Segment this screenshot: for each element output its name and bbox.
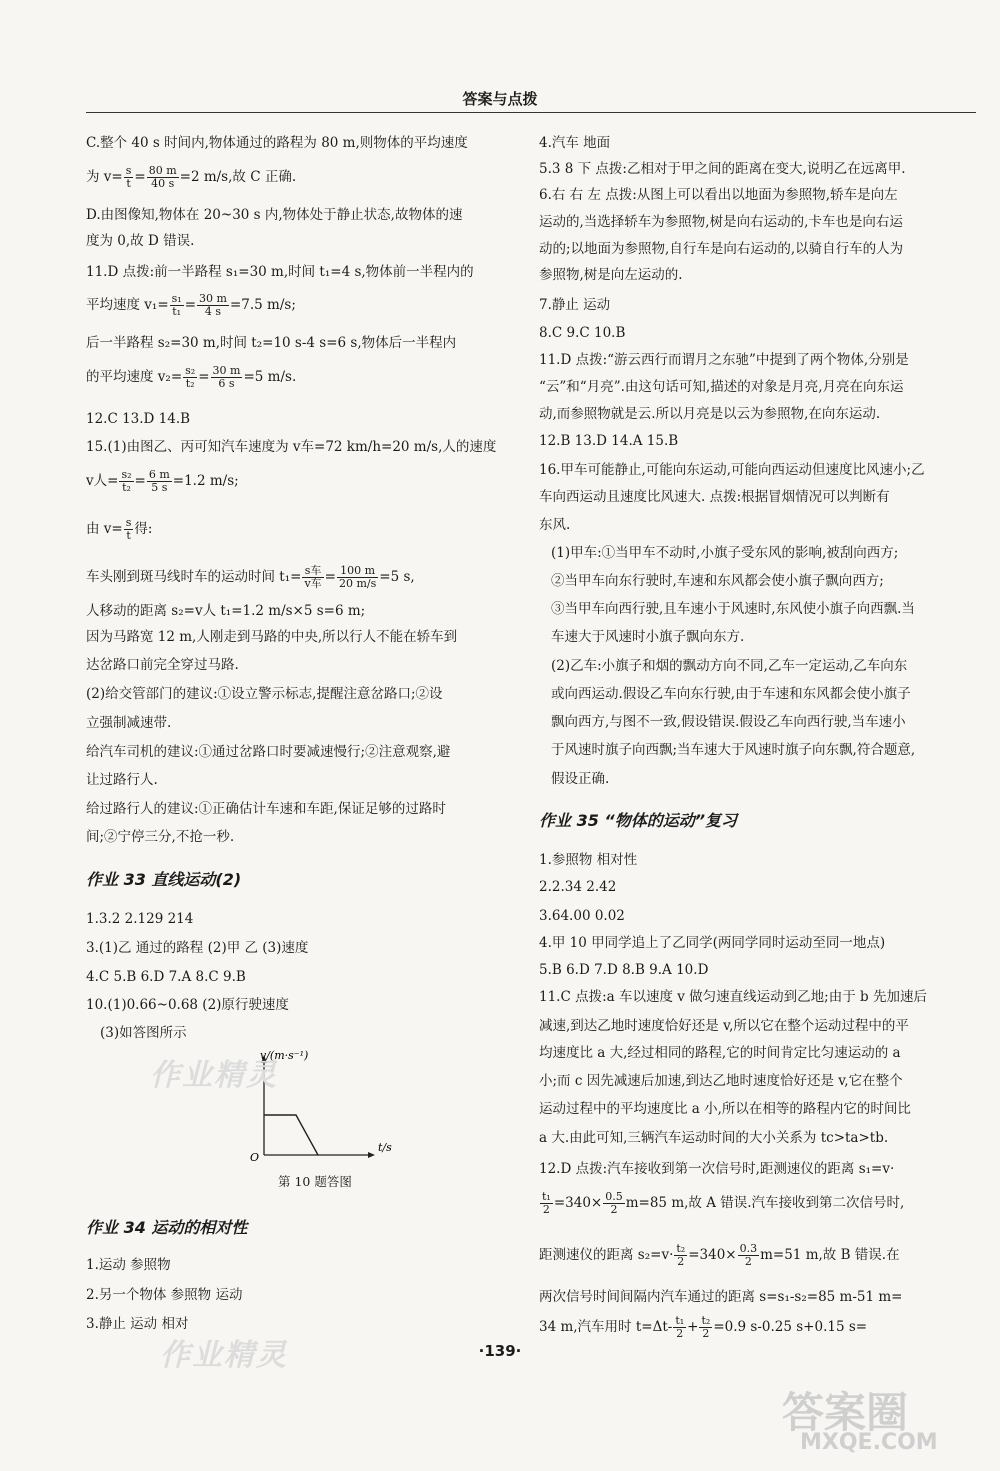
fraction: $\frac{30 m}{6 s}$ xyxy=(212,364,241,390)
section-title: 作业 33 直线运动(2) xyxy=(86,870,242,889)
text-line: 间;②宁停三分,不抢一秒. xyxy=(86,829,235,845)
fraction: $\frac{\text{s车}}{\text{v车}}$ xyxy=(304,564,322,590)
watermark-small: 作业精灵 xyxy=(150,1058,278,1093)
text-line: 小;而 c 因先减速后加速,到达乙地时速度恰好还是 v,它在整个 xyxy=(539,1073,903,1089)
text-line: 车速大于风速时小旗子飘向东方. xyxy=(551,629,745,645)
fraction: $\frac{\text{s₂}}{\text{t₂}}$ xyxy=(185,364,196,390)
text-line: 平均速度 v₁= $\frac{\text{s₁}}{\text{t₁}}$ = $\frac{30 m}{4 s}$ =7.5 m/s; xyxy=(86,292,296,318)
text-line: ②当甲车向东行驶时,车速和东风都会使小旗子飘向西方; xyxy=(551,573,884,589)
text-line: 10.(1)0.66~0.68 (2)原行驶速度 xyxy=(86,997,289,1013)
text-line: 假设正确. xyxy=(551,771,610,787)
text-line: 让过路行人. xyxy=(86,772,158,788)
text-line: 11.D 点拨:前一半路程 s₁=30 m,时间 t₁=4 s,物体前一半程内的 xyxy=(86,264,474,280)
text-line: 动的;以地面为参照物,自行车是向右运动的,以骑自行车的人为 xyxy=(539,241,904,257)
text-line: 3.(1)乙 通过的路程 (2)甲 乙 (3)速度 xyxy=(86,940,309,956)
text-line: (2)给交管部门的建议:①设立警示标志,提醒注意岔路口;②设 xyxy=(86,686,443,702)
watermark-url: MXQE.COM xyxy=(800,1430,938,1455)
text-line: 因为马路宽 12 m,人刚走到马路的中央,所以行人不能在轿车到 xyxy=(86,629,458,645)
text-line: 12.B 13.D 14.A 15.B xyxy=(539,433,679,449)
text-line: 减速,到达乙地时速度恰好还是 v,所以它在整个运动过程中的平 xyxy=(539,1018,909,1034)
fraction: $\frac{s}{t}$ xyxy=(125,516,132,542)
text-line: 运动的,当选择轿车为参照物,树是向右运动的,卡车也是向右运 xyxy=(539,214,903,230)
fraction: $\frac{0.5}{2}$ xyxy=(605,1190,623,1216)
text-line: (3)如答图所示 xyxy=(100,1025,187,1041)
text-line: 均速度比 a 大,经过相同的路程,它的时间肯定比匀速运动的 a xyxy=(539,1045,901,1061)
text-line: 2.另一个物体 参照物 运动 xyxy=(86,1287,243,1303)
text-line: 于风速时旗子向西飘;当车速大于风速时旗子向东飘,符合题意, xyxy=(551,742,916,758)
section-title: 作业 35 “物体的运动”复习 xyxy=(539,811,738,830)
text-line: 8.C 9.C 10.B xyxy=(539,325,626,341)
text-line: 的平均速度 v₂= $\frac{\text{s₂}}{\text{t₂}}$ = $\frac{30 m}{6 s}$ =5 m/s. xyxy=(86,364,297,390)
y-axis-label: v/(m·s⁻¹) xyxy=(260,1049,309,1062)
text-line: 4.C 5.B 6.D 7.A 8.C 9.B xyxy=(86,969,246,985)
origin-label: O xyxy=(250,1151,260,1162)
text-line: 12.C 13.D 14.B xyxy=(86,411,191,427)
fraction: $\frac{6 m}{5 s}$ xyxy=(148,468,170,494)
text-line: 给汽车司机的建议:①通过岔路口时要减速慢行;②注意观察,避 xyxy=(86,744,451,760)
fraction: $\frac{80 m}{40 s}$ xyxy=(148,164,177,190)
text-line: 为 v= $\frac{s}{t}$ = $\frac{80 m}{40 s}$ =2 m/s,故 C 正确. xyxy=(86,164,297,190)
fraction: $\frac{\text{s₂}}{\text{t₂}}$ xyxy=(121,468,132,494)
text-line: 车头刚到斑马线时车的运动时间 t₁= $\frac{\text{s车}}{\text{v车}}$ = $\frac{100 m}{20 m/s}$ =5 s, xyxy=(86,564,415,590)
header-rule xyxy=(86,112,976,113)
text-line: 1.参照物 相对性 xyxy=(539,852,638,868)
fraction: $\frac{\text{t₁}}{2}$ xyxy=(675,1314,685,1340)
text-line: 1.运动 参照物 xyxy=(86,1257,171,1273)
text-line: 15.(1)由图乙、丙可知汽车速度为 v车=72 km/h=20 m/s,人的速度 xyxy=(86,439,497,455)
text-line: 1.3.2 2.129 214 xyxy=(86,911,194,927)
fraction: $\frac{\text{s₁}}{\text{t₁}}$ xyxy=(171,292,182,318)
fraction: $\frac{30 m}{4 s}$ xyxy=(199,292,227,318)
text-line: C.整个 40 s 时间内,物体通过的路程为 80 m,则物体的平均速度 xyxy=(86,135,468,151)
x-axis-arrow xyxy=(368,1152,375,1158)
fraction: $\frac{0.3}{2}$ xyxy=(739,1242,758,1268)
text-line: v人= $\frac{\text{s₂}}{\text{t₂}}$ = $\frac{6 m}{5 s}$ =1.2 m/s; xyxy=(86,468,239,494)
page-header xyxy=(0,0,1000,118)
text-line: 达岔路口前完全穿过马路. xyxy=(86,657,239,673)
text-line: 5.B 6.D 7.D 8.B 9.A 10.D xyxy=(539,962,709,978)
fraction: $\frac{\text{t₂}}{2}$ xyxy=(676,1242,686,1268)
text-line: 度为 0,故 D 错误. xyxy=(86,233,195,249)
text-line: 5.3 8 下 点拨:乙相对于甲之间的距离在变大,说明乙在远离甲. xyxy=(539,161,906,177)
text-line: 由 v= $\frac{s}{t}$ 得: xyxy=(86,516,153,542)
text-line: 立强制减速带. xyxy=(86,715,172,731)
text-line: (1)甲车:①当甲车不动时,小旗子受东风的影响,被刮向西方; xyxy=(551,545,899,561)
text-line: 距测速仪的距离 s₂=v· $\frac{\text{t₂}}{2}$ =340× $\frac{0.3}{2}$ m=51 m,故 B 错误.在 xyxy=(539,1242,900,1268)
text-line: a 大.由此可知,三辆汽车运动时间的大小关系为 tc>ta>tb. xyxy=(539,1130,889,1146)
fraction: $\frac{\text{t₁}}{2}$ xyxy=(542,1190,551,1216)
text-line: 16.甲车可能静止,可能向东运动,可能向西运动但速度比风速小;乙 xyxy=(539,462,925,478)
header-title: 答案与点拨 xyxy=(462,90,538,108)
page-number: ·139· xyxy=(478,1342,522,1360)
text-line: 动,而参照物就是云.所以月亮是以云为参照物,在向东运动. xyxy=(539,406,881,422)
text-line: 3.64.00 0.02 xyxy=(539,908,625,924)
text-line: 6.右 右 左 点拨:从图上可以看出以地面为参照物,轿车是向左 xyxy=(539,187,898,203)
watermark-small: 作业精灵 xyxy=(160,1338,288,1373)
text-line: 运动过程中的平均速度比 a 小,所以在相等的路程内它的时间比 xyxy=(539,1101,911,1117)
text-line: 参照物,树是向左运动的. xyxy=(539,267,683,283)
fraction: $\frac{s}{t}$ xyxy=(125,164,132,190)
text-line: 给过路行人的建议:①正确估计车速和车距,保证足够的过路时 xyxy=(86,801,446,817)
text-line: ③当甲车向西行驶,且车速小于风速时,东风使小旗子向西飘.当 xyxy=(551,601,915,617)
text-line: 车向西运动且速度比风速大. 点拨:根据冒烟情况可以判断有 xyxy=(539,489,890,505)
text-line: 两次信号时间间隔内汽车通过的距离 s=s₁-s₂=85 m-51 m= xyxy=(539,1289,903,1305)
text-line: 人移动的距离 s₂=v人 t₁=1.2 m/s×5 s=6 m; xyxy=(86,603,366,619)
text-line: 11.D 点拨:“游云西行而谓月之东驰”中提到了两个物体,分别是 xyxy=(539,352,909,368)
fraction: $\frac{\text{t₂}}{2}$ xyxy=(701,1314,711,1340)
text-line: 东风. xyxy=(539,517,571,533)
watermark-logo: 答案圈 xyxy=(782,1388,909,1437)
text-line: 4.汽车 地面 xyxy=(539,135,611,151)
text-line: 或向西运动.假设乙车向东行驶,由于车速和东风都会使小旗子 xyxy=(551,686,911,702)
text-line: 12.D 点拨:汽车接收到第一次信号时,距测速仪的距离 s₁=v· xyxy=(539,1161,895,1177)
text-line: 11.C 点拨:a 车以速度 v 做匀速直线运动到乙地;由于 b 先加速后 xyxy=(539,989,927,1005)
text-line: (2)乙车:小旗子和烟的飘动方向不同,乙车一定运动,乙车向东 xyxy=(551,658,908,674)
text-line: 4.甲 10 甲同学追上了乙同学(两同学同时运动至同一地点) xyxy=(539,935,886,951)
text-line: $\frac{\text{t₁}}{2}$ =340× $\frac{0.5}{2}$ m=85 m,故 A 错误.汽车接收到第二次信号时, xyxy=(542,1190,905,1216)
text-line: D.由图像知,物体在 20~30 s 内,物体处于静止状态,故物体的速 xyxy=(86,207,463,223)
text-line: 后一半路程 s₂=30 m,时间 t₂=10 s-4 s=6 s,物体后一半程内 xyxy=(86,335,457,351)
x-axis-label: t/s xyxy=(378,1141,392,1154)
text-line: 7.静止 运动 xyxy=(539,297,611,313)
velocity-curve xyxy=(264,1115,318,1155)
figure-caption: 第 10 题答图 xyxy=(278,1174,352,1189)
text-line: 34 m,汽车用时 t=Δt- $\frac{\text{t₁}}{2}$ + $\frac{\text{t₂}}{2}$ =0.9 s-0.25 s+0.15 s= xyxy=(539,1314,868,1340)
text-line: “云”和“月亮”.由这句话可知,描述的对象是月亮,月亮在向东运 xyxy=(539,379,904,395)
fraction: $\frac{100 m}{20 m/s}$ xyxy=(338,564,377,590)
section-title: 作业 34 运动的相对性 xyxy=(86,1218,248,1237)
text-line: 3.静止 运动 相对 xyxy=(86,1316,189,1332)
text-line: 飘向西方,与图不一致,假设错误.假设乙车向西行驶,当车速小 xyxy=(551,714,906,730)
text-line: 2.2.34 2.42 xyxy=(539,879,617,895)
